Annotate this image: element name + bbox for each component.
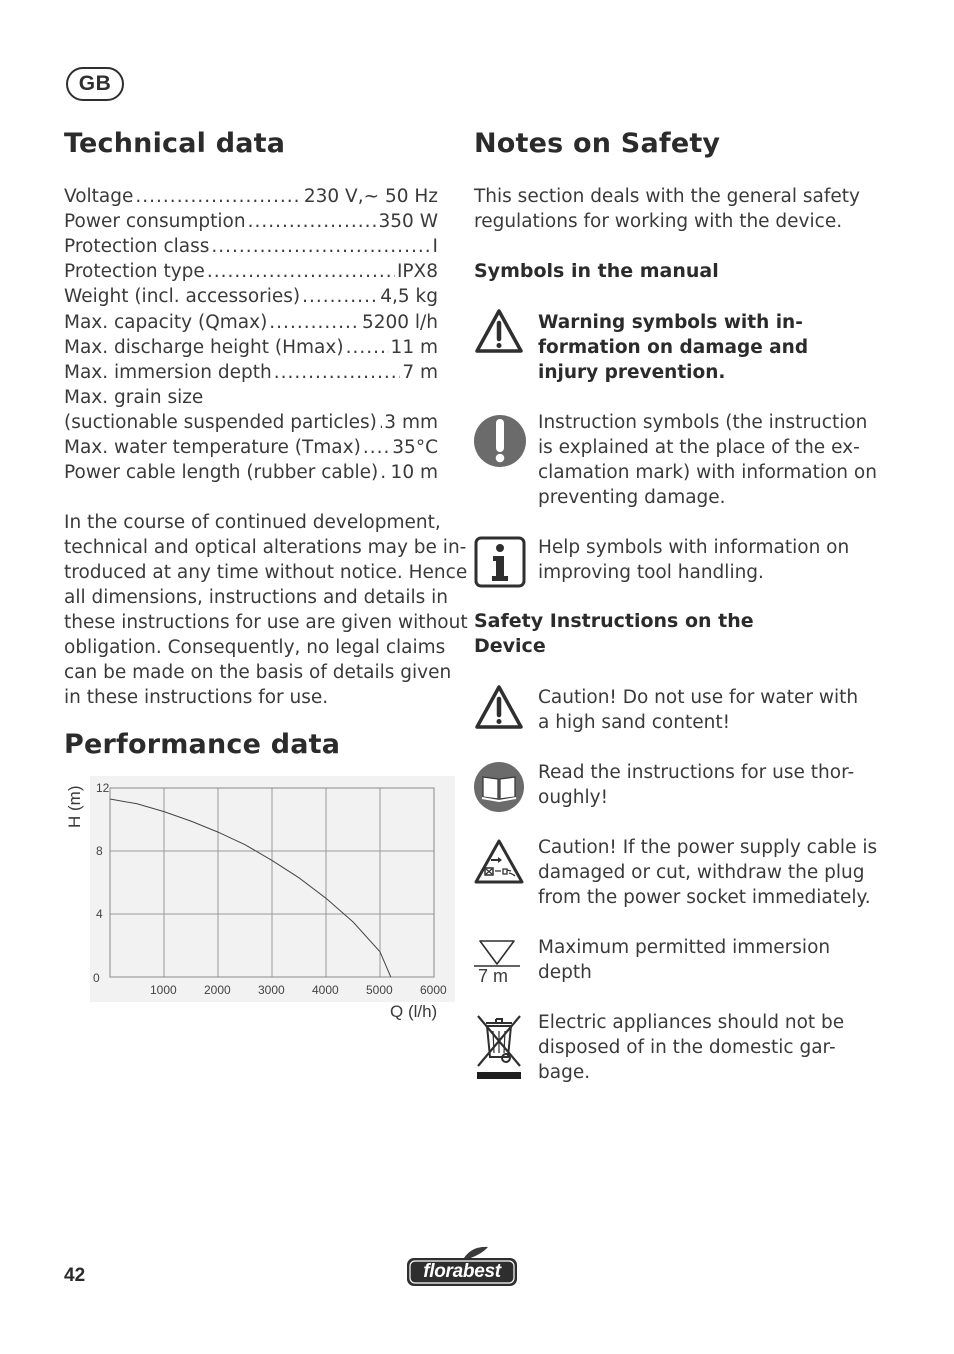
safety-intro: This section deals with the general safety regulations for working with the device.: [474, 186, 860, 232]
brand-logo: [406, 1246, 518, 1288]
x-axis-label: Q (l/h): [390, 1002, 438, 1021]
warning-symbols-text: Warning symbols with in- formation on damage and injury prevention.: [538, 312, 809, 383]
read-manual-icon: [473, 761, 525, 813]
notes-on-safety-heading: Notes on Safety: [474, 128, 721, 159]
x-tick-label: 5000: [366, 983, 393, 997]
x-tick-label: 1000: [150, 983, 177, 997]
warning-triangle-icon: [474, 684, 524, 730]
immersion-depth-label: 7 m: [478, 966, 509, 986]
unplug-warning-icon: [473, 838, 525, 886]
logo-text: florabest: [423, 1261, 501, 1282]
spec-row: Max. immersion depth ..... 7 m: [64, 360, 438, 385]
performance-data-heading: Performance data: [64, 729, 341, 760]
y-tick-label: 0: [93, 971, 100, 985]
x-tick-label: 3000: [258, 983, 285, 997]
technical-data-heading: Technical data: [64, 128, 286, 159]
spec-row: Max. capacity (Qmax) ..... 5200 l/h: [64, 310, 438, 335]
sand-caution-text: Caution! Do not use for water with a high sand content!: [538, 687, 859, 733]
x-tick-label: 4000: [312, 983, 339, 997]
y-axis-label: H (m): [65, 785, 84, 828]
spec-row: (suctionable suspended particles) ..... 3 mm: [64, 410, 438, 435]
y-tick-label: 8: [96, 844, 103, 858]
exclamation-circle-icon: [473, 414, 527, 468]
symbols-heading: Symbols in the manual: [474, 260, 719, 282]
power-cable-caution-text: Caution! If the power supply cable is damaged or cut, withdraw the plug from the power socket immediately.: [538, 837, 878, 908]
page-number: 42: [64, 1265, 86, 1286]
read-instructions-text: Read the instructions for use thor- oughly!: [538, 762, 855, 808]
y-tick-label: 4: [96, 907, 103, 921]
x-tick-label: 2000: [204, 983, 231, 997]
immersion-depth-text: Maximum permitted immersion depth: [538, 937, 831, 983]
spec-row: Voltage ..... 230 V,~ 50 Hz: [64, 184, 438, 209]
immersion-depth-icon: [474, 938, 522, 968]
spec-row: Power cable length (rubber cable) ..... 10 m: [64, 460, 438, 485]
development-notice: In the course of continued development, technical and optical alterations may be in- troduced at any time without notice. Hence all dimensions, instructions and details in these instructions for use are given without obligation. Consequently, no legal claims can be made on the basis of details given in these instructions for use.: [64, 512, 468, 708]
spec-row: Max. discharge height (Hmax) ..... 11 m: [64, 335, 438, 360]
spec-row: Max. grain size: [64, 387, 204, 408]
crossed-bin-icon: [474, 1013, 524, 1083]
help-symbols-text: Help symbols with information on improving tool handling.: [538, 537, 850, 583]
warning-triangle-icon: [474, 308, 524, 354]
performance-chart: [60, 770, 455, 1030]
y-tick-label: 12: [96, 781, 110, 795]
info-square-icon: [474, 536, 526, 588]
disposal-text: Electric appliances should not be disposed of in the domestic gar- bage.: [538, 1012, 845, 1083]
spec-row: Max. water temperature (Tmax) ..... 35°C: [64, 435, 438, 460]
spec-row: Weight (incl. accessories) ..... 4,5 kg: [64, 284, 438, 309]
spec-row: Protection type ..... IPX8: [64, 259, 438, 284]
spec-row: Power consumption ..... 350 W: [64, 209, 438, 234]
device-safety-heading: Safety Instructions on the Device: [474, 610, 754, 657]
spec-row: Protection class ..... I: [64, 234, 438, 259]
language-badge: GB: [66, 67, 124, 101]
instruction-symbols-text: Instruction symbols (the instruction is explained at the place of the ex- clamation mark) with information on preventing damage.: [538, 412, 877, 508]
x-tick-label: 6000: [420, 983, 447, 997]
